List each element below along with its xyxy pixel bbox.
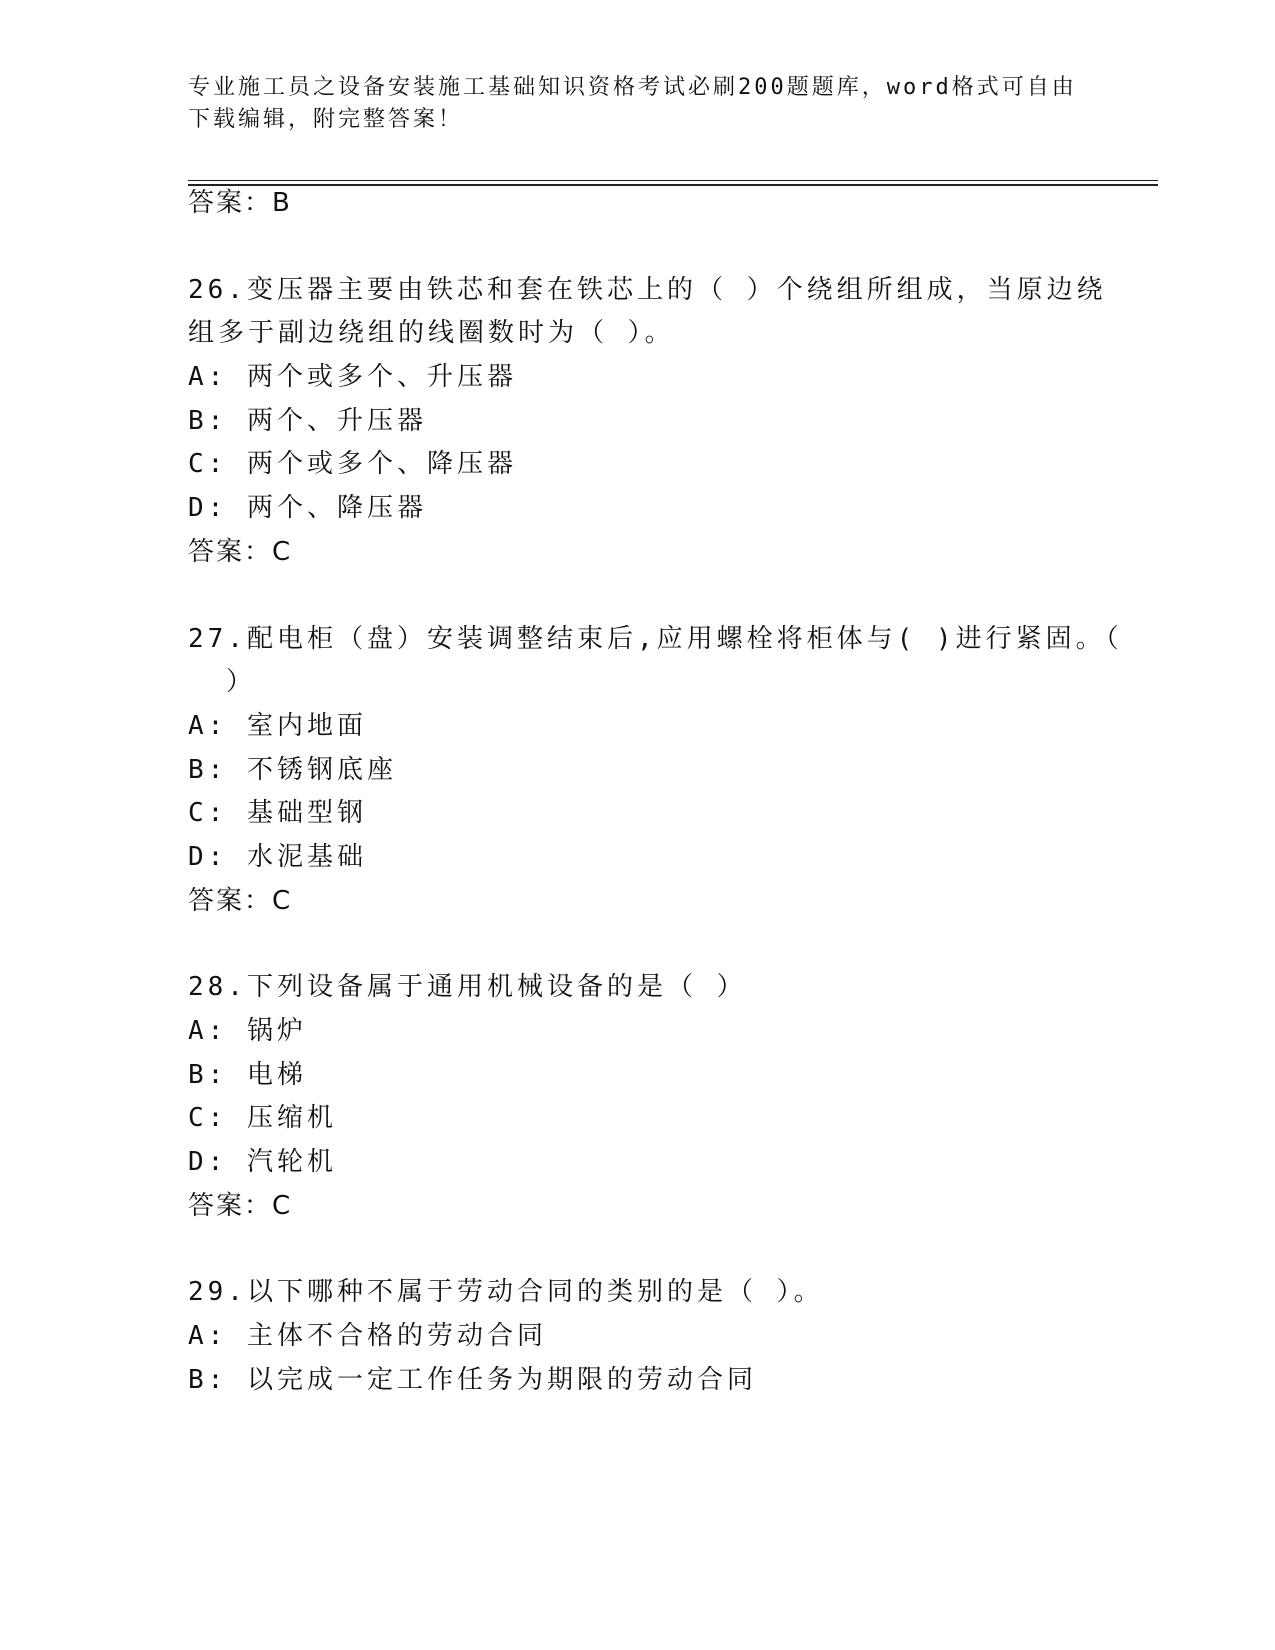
header-divider-thin (188, 180, 1158, 181)
question-28-option-a: A: 锅炉 (188, 1016, 307, 1046)
question-26-stem-line1: 26.变压器主要由铁芯和套在铁芯上的（ ）个绕组所组成，当原边绕 (188, 275, 1107, 305)
question-27-option-a: A: 室内地面 (188, 711, 367, 741)
question-26-stem-line2: 组多于副边绕组的线圈数时为（ ）。 (188, 318, 675, 348)
question-27-option-c: C: 基础型钢 (188, 798, 367, 828)
question-29-stem: 29.以下哪种不属于劳动合同的类别的是（ ）。 (188, 1277, 824, 1307)
question-27-option-d: D: 水泥基础 (188, 842, 367, 872)
question-26-option-c: C: 两个或多个、降压器 (188, 449, 517, 479)
question-26-option-a: A: 两个或多个、升压器 (188, 362, 517, 392)
question-28-option-b: B: 电梯 (188, 1060, 307, 1090)
question-27-stem-line2: ） (226, 667, 257, 697)
header-divider-thick (188, 184, 1158, 186)
prev-answer: 答案：B (188, 188, 292, 218)
question-28-option-c: C: 压缩机 (188, 1103, 337, 1133)
question-28-answer: 答案：C (188, 1191, 293, 1221)
question-29-option-a: A: 主体不合格的劳动合同 (188, 1321, 547, 1351)
document-header: 专业施工员之设备安装施工基础知识资格考试必刷200题题库，word格式可自由下载编辑，附完整答案！ (188, 75, 1077, 132)
question-27-option-b: B: 不锈钢底座 (188, 755, 397, 785)
question-28-option-d: D: 汽轮机 (188, 1147, 337, 1177)
question-28-stem: 28.下列设备属于通用机械设备的是（ ） (188, 972, 747, 1002)
question-27-answer: 答案：C (188, 886, 293, 916)
question-26-option-d: D: 两个、降压器 (188, 493, 427, 523)
question-27-stem-line1: 27.配电柜（盘）安装调整结束后,应用螺栓将柜体与( )进行紧固。（ (188, 624, 1123, 654)
question-29-option-b: B: 以完成一定工作任务为期限的劳动合同 (188, 1365, 757, 1395)
question-26-answer: 答案：C (188, 537, 293, 567)
question-26-option-b: B: 两个、升压器 (188, 406, 427, 436)
